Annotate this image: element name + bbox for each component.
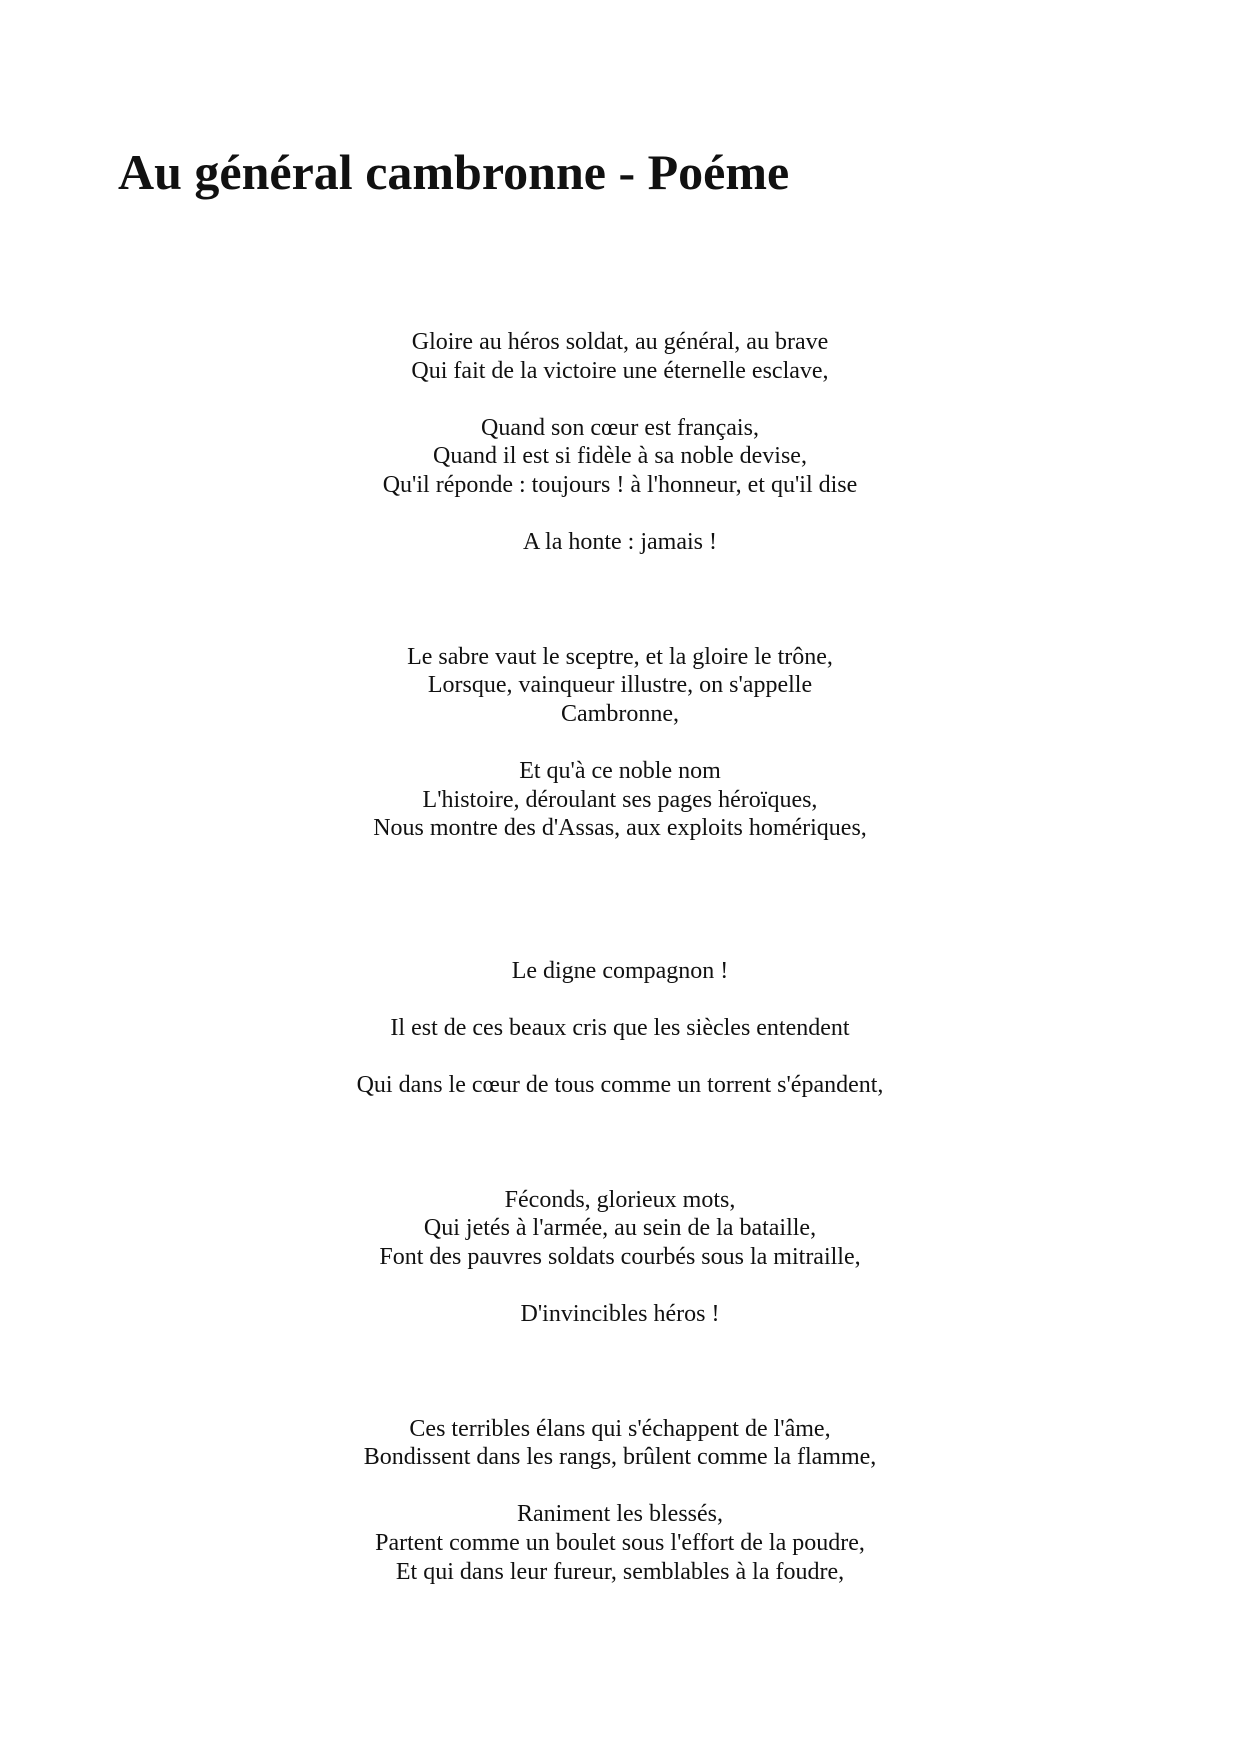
page-title: Au général cambronne - Poéme (118, 144, 790, 200)
poem-line: Qui jetés à l'armée, au sein de la bataille, (423, 1215, 817, 1242)
poem-line: D'invincibles héros ! (520, 1301, 720, 1328)
poem-line (0, 1129, 1240, 1158)
poem-line (0, 1357, 1240, 1386)
poem-line (0, 843, 1240, 872)
poem-line: Lorsque, vainqueur illustre, on s'appelle (427, 672, 813, 699)
poem-line: Il est de ces beaux cris que les siècles entendent (390, 1015, 850, 1042)
poem-line (0, 871, 1240, 900)
poem-line: Quand son cœur est français, (481, 414, 759, 441)
poem-line: A la honte : jamais ! (523, 529, 717, 556)
poem-line: Bondissent dans les rangs, brûlent comme la flamme, (363, 1444, 877, 1471)
poem-line: L'histoire, déroulant ses pages héroïques, (422, 786, 818, 813)
poem-line: Et qu'à ce noble nom (519, 757, 721, 784)
poem-line: Gloire au héros soldat, au général, au brave (411, 329, 829, 355)
poem-line: Raniment les blessés, (517, 1501, 723, 1528)
poem-line (0, 928, 1240, 957)
poem-line (0, 585, 1240, 614)
poem-line: Nous montre des d'Assas, aux exploits homériques, (373, 815, 867, 842)
poem-line (0, 1329, 1240, 1358)
poem-line: Cambronne, (561, 700, 679, 727)
poem-line: Ces terribles élans qui s'échappent de l'âme, (409, 1415, 831, 1442)
poem-line: Le sabre vaut le sceptre, et la gloire le trône, (407, 643, 833, 670)
poem-body (0, 328, 1240, 1586)
poem-line (0, 986, 1240, 1015)
poem-line (0, 1272, 1240, 1301)
poem-line: Le digne compagnon ! (511, 958, 729, 985)
poem-line (0, 557, 1240, 586)
poem-line (0, 728, 1240, 757)
poem-line: Quand il est si fidèle à sa noble devise, (433, 443, 807, 470)
poem-line: Font des pauvres soldats courbés sous la mitraille, (379, 1244, 861, 1270)
poem-line (0, 500, 1240, 529)
poem-line (0, 385, 1240, 414)
poem-line: Et qui dans leur fureur, semblables à la foudre, (395, 1558, 845, 1585)
poem-line: Qui dans le cœur de tous comme un torrent s'épandent, (356, 1072, 884, 1099)
poem-line (0, 1386, 1240, 1415)
poem-line (0, 1100, 1240, 1129)
poem-line: Féconds, glorieux mots, (504, 1186, 736, 1213)
poem-line (0, 900, 1240, 929)
poem-line: Qu'il réponde : toujours ! à l'honneur, et qu'il dise (382, 471, 858, 498)
poem-line (0, 1472, 1240, 1501)
poem-line (0, 1157, 1240, 1186)
poem-line: Qui fait de la victoire une éternelle esclave, (411, 357, 829, 384)
poem-line (0, 614, 1240, 643)
poem-line: Partent comme un boulet sous l'effort de la poudre, (375, 1529, 865, 1556)
poem-line (0, 1043, 1240, 1072)
